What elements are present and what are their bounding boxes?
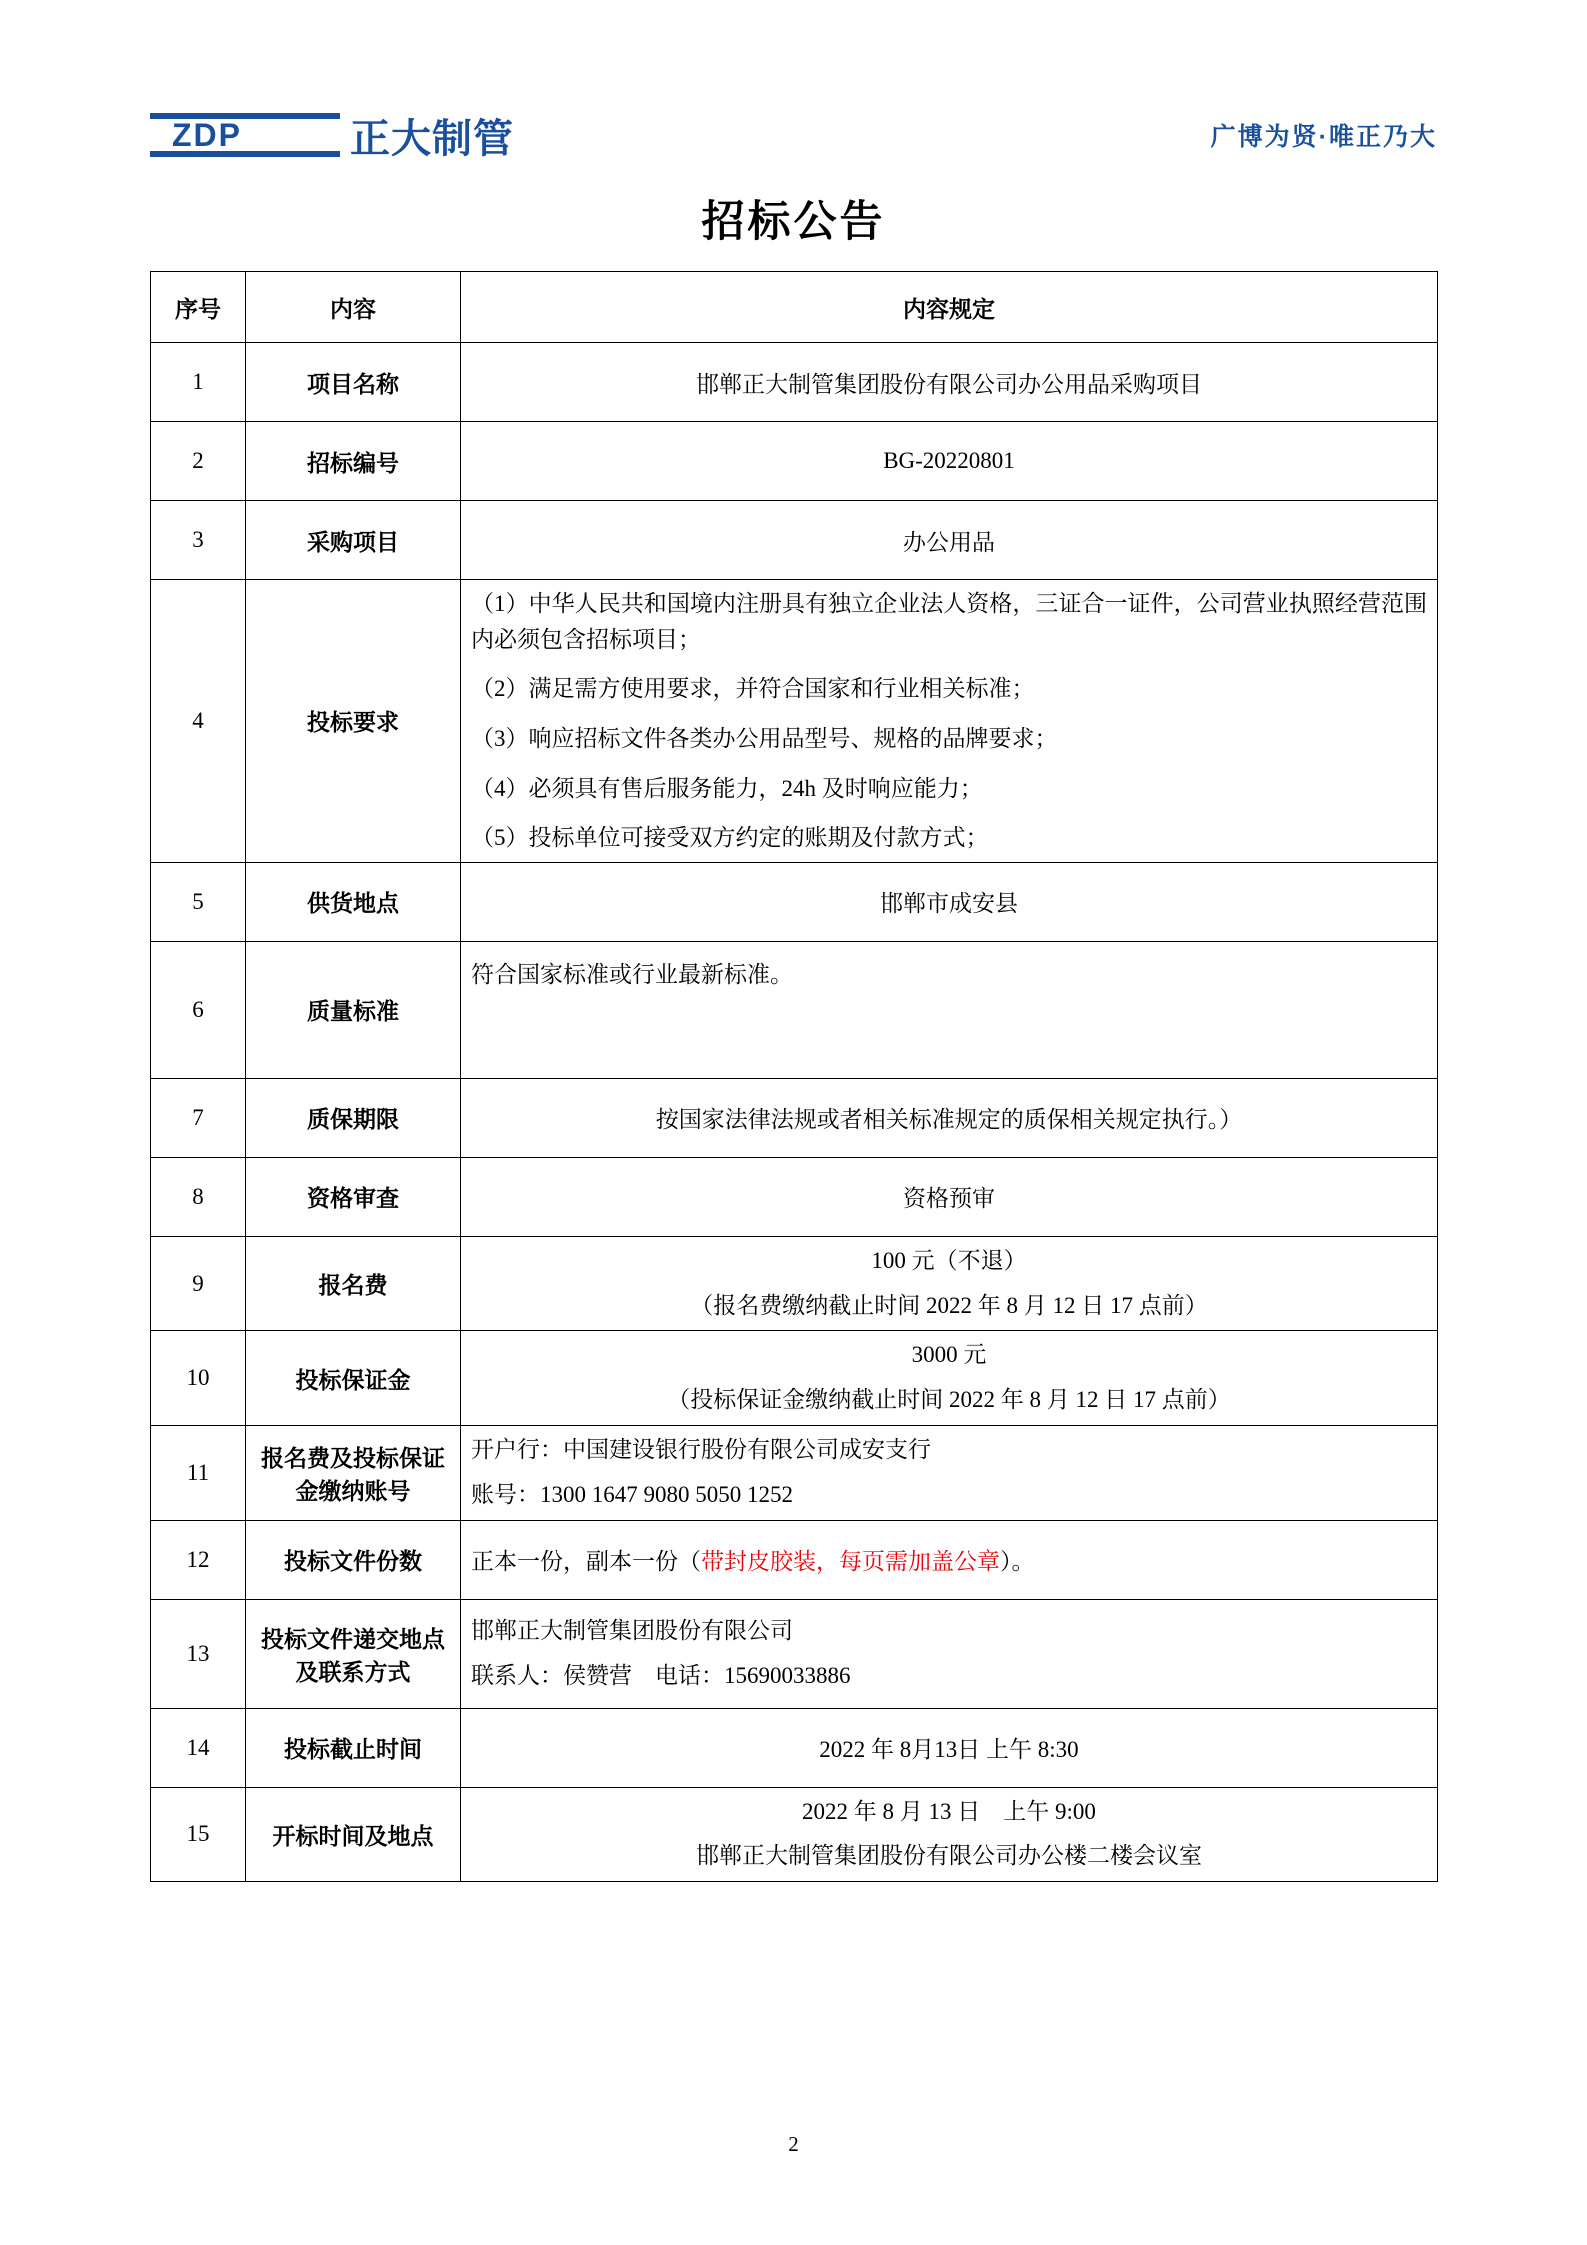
row-no: 2 bbox=[151, 422, 246, 501]
table-row bbox=[151, 422, 1438, 501]
table-row bbox=[151, 1787, 1438, 1882]
row-content bbox=[461, 1331, 1438, 1426]
row-item: 项目名称 bbox=[246, 343, 461, 422]
table-row bbox=[151, 343, 1438, 422]
document-header bbox=[150, 100, 1437, 170]
column-header-item: 内容 bbox=[246, 272, 461, 343]
row-content bbox=[461, 1236, 1438, 1331]
row-content bbox=[461, 1599, 1438, 1708]
row-item: 投标截止时间 bbox=[246, 1708, 461, 1787]
row-no: 12 bbox=[151, 1520, 246, 1599]
table-row bbox=[151, 941, 1438, 1078]
row-no: 13 bbox=[151, 1599, 246, 1708]
row-content bbox=[461, 1426, 1438, 1521]
content-line: （投标保证金缴纳截止时间 2022 年 8 月 12 日 17 点前） bbox=[667, 1387, 1231, 1413]
requirement-line: （4）必须具有售后服务能力，24h 及时响应能力； bbox=[471, 775, 983, 801]
content-line: 邯郸正大制管集团股份有限公司 bbox=[471, 1617, 793, 1643]
row-no: 11 bbox=[151, 1426, 246, 1521]
table-row bbox=[151, 580, 1438, 863]
table-row bbox=[151, 1599, 1438, 1708]
content-highlight: 带封皮胶装，每页需加盖公章 bbox=[701, 1549, 1000, 1575]
row-no: 10 bbox=[151, 1331, 246, 1426]
row-item: 投标文件递交地点及联系方式 bbox=[246, 1599, 461, 1708]
requirement-line: （3）响应招标文件各类办公用品型号、规格的品牌要求； bbox=[471, 725, 1058, 751]
zdp-logo-icon bbox=[150, 109, 340, 161]
row-no: 15 bbox=[151, 1787, 246, 1882]
row-item: 资格审查 bbox=[246, 1157, 461, 1236]
row-item: 报名费及投标保证金缴纳账号 bbox=[246, 1426, 461, 1521]
row-content: 邯郸市成安县 bbox=[461, 862, 1438, 941]
row-content bbox=[461, 1787, 1438, 1882]
row-content bbox=[461, 1520, 1438, 1599]
table-row bbox=[151, 501, 1438, 580]
row-item: 投标文件份数 bbox=[246, 1520, 461, 1599]
table-row bbox=[151, 1157, 1438, 1236]
column-header-no: 序号 bbox=[151, 272, 246, 343]
row-no: 3 bbox=[151, 501, 246, 580]
row-no: 6 bbox=[151, 941, 246, 1078]
row-content: 邯郸正大制管集团股份有限公司办公用品采购项目 bbox=[461, 343, 1438, 422]
row-item: 开标时间及地点 bbox=[246, 1787, 461, 1882]
table-header-row bbox=[151, 272, 1438, 343]
row-item: 招标编号 bbox=[246, 422, 461, 501]
row-no: 8 bbox=[151, 1157, 246, 1236]
content-line: 邯郸正大制管集团股份有限公司办公楼二楼会议室 bbox=[696, 1843, 1202, 1869]
row-content: 2022 年 8月13日 上午 8:30 bbox=[461, 1708, 1438, 1787]
row-item: 质保期限 bbox=[246, 1078, 461, 1157]
table-row bbox=[151, 1520, 1438, 1599]
company-slogan: 广博为贤·唯正乃大 bbox=[1210, 123, 1437, 151]
row-content: 办公用品 bbox=[461, 501, 1438, 580]
row-content bbox=[461, 580, 1438, 863]
row-no: 1 bbox=[151, 343, 246, 422]
row-item: 报名费 bbox=[246, 1236, 461, 1331]
content-line: 2022 年 8 月 13 日 上午 9:00 bbox=[802, 1798, 1096, 1824]
content-line: 100 元（不退） bbox=[871, 1247, 1027, 1273]
company-logo bbox=[150, 107, 514, 164]
content-line: （报名费缴纳截止时间 2022 年 8 月 12 日 17 点前） bbox=[690, 1292, 1208, 1318]
content-line: 联系人：侯赞营 电话：15690033886 bbox=[471, 1662, 851, 1688]
column-header-content: 内容规定 bbox=[461, 272, 1438, 343]
content-suffix: ）。 bbox=[1000, 1549, 1035, 1575]
table-row bbox=[151, 862, 1438, 941]
row-no: 14 bbox=[151, 1708, 246, 1787]
table-row bbox=[151, 1236, 1438, 1331]
row-item: 投标保证金 bbox=[246, 1331, 461, 1426]
row-content: 按国家法律法规或者相关标准规定的质保相关规定执行。） bbox=[461, 1078, 1438, 1157]
bid-announcement-table bbox=[150, 271, 1438, 1882]
requirement-line: （2）满足需方使用要求，并符合国家和行业相关标准； bbox=[471, 676, 1035, 702]
svg-text:ZDP: ZDP bbox=[172, 117, 242, 153]
content-prefix: 正本一份，副本一份（ bbox=[471, 1549, 701, 1575]
content-line: 3000 元 bbox=[911, 1342, 987, 1368]
company-name-logo: 正大制管 bbox=[350, 116, 514, 161]
requirement-line: （5）投标单位可接受双方约定的账期及付款方式； bbox=[471, 825, 989, 851]
row-content: 符合国家标准或行业最新标准。 bbox=[461, 941, 1438, 1078]
row-no: 5 bbox=[151, 862, 246, 941]
table-row bbox=[151, 1708, 1438, 1787]
row-content: BG-20220801 bbox=[461, 422, 1438, 501]
row-no: 4 bbox=[151, 580, 246, 863]
row-item: 质量标准 bbox=[246, 941, 461, 1078]
page-title: 招标公告 bbox=[701, 197, 886, 247]
row-no: 9 bbox=[151, 1236, 246, 1331]
content-line: 账号：1300 1647 9080 5050 1252 bbox=[471, 1481, 793, 1507]
row-no: 7 bbox=[151, 1078, 246, 1157]
content-line: 开户行：中国建设银行股份有限公司成安支行 bbox=[471, 1437, 931, 1463]
row-item: 采购项目 bbox=[246, 501, 461, 580]
row-item: 供货地点 bbox=[246, 862, 461, 941]
requirement-line: （1）中华人民共和国境内注册具有独立企业法人资格，三证合一证件，公司营业执照经营范围内必须包含招标项目； bbox=[471, 591, 1427, 652]
table-row bbox=[151, 1331, 1438, 1426]
table-row bbox=[151, 1426, 1438, 1521]
page-number: 2 bbox=[788, 2132, 799, 2156]
row-item: 投标要求 bbox=[246, 580, 461, 863]
table-row bbox=[151, 1078, 1438, 1157]
row-content: 资格预审 bbox=[461, 1157, 1438, 1236]
